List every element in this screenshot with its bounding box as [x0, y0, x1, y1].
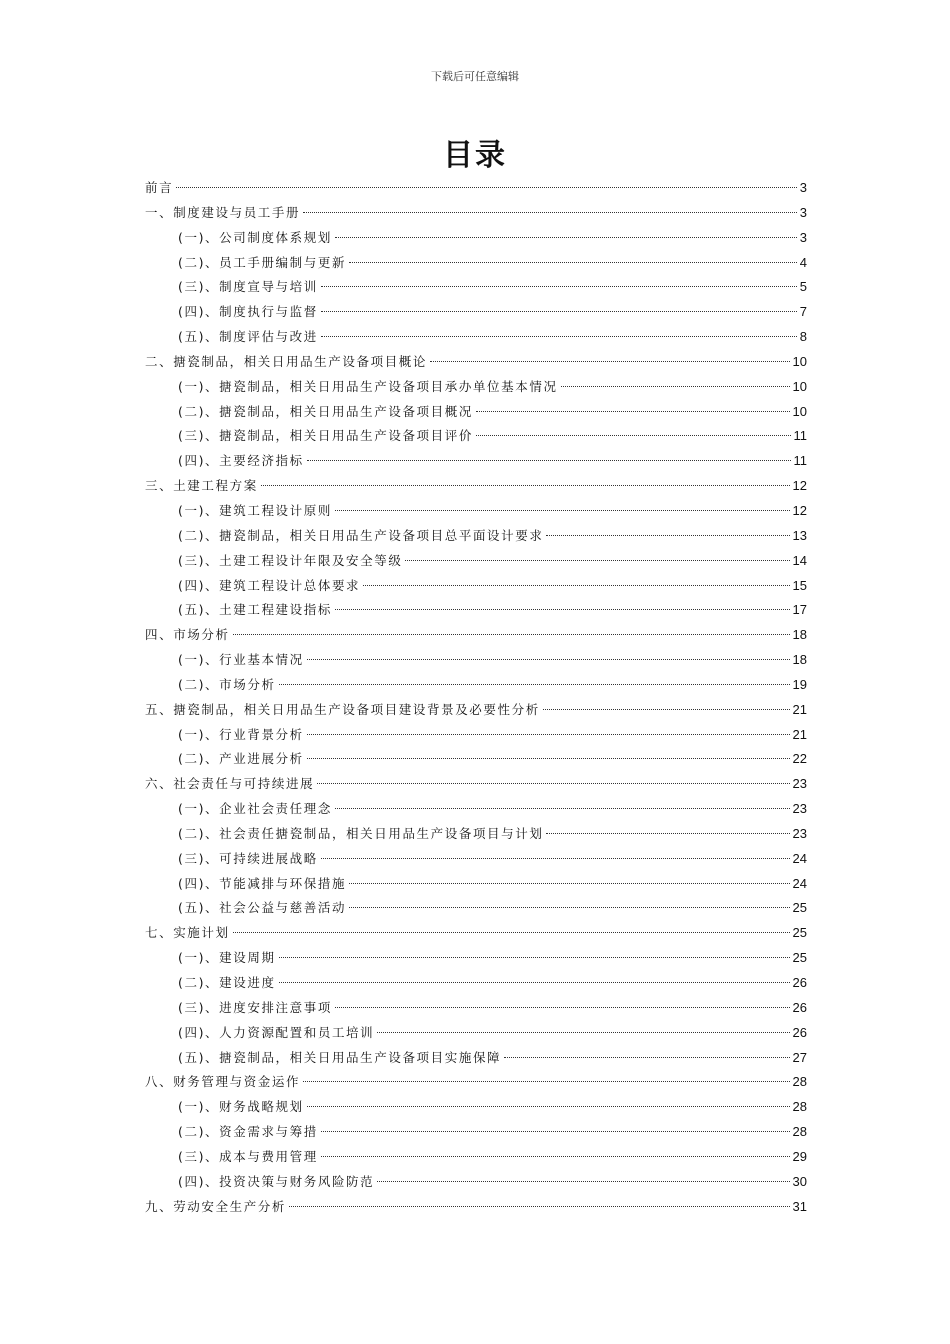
toc-entry-label: 七、实施计划: [145, 925, 230, 941]
toc-entry-page: 8: [799, 329, 807, 345]
toc-entry-page: 26: [792, 999, 807, 1015]
toc-entry-page: 21: [792, 701, 807, 717]
toc-entry[interactable]: [145, 300, 807, 325]
toc-entry[interactable]: [145, 1170, 807, 1195]
toc-dot-leader: [546, 833, 789, 834]
toc-entry-page: 22: [792, 751, 807, 767]
toc-dot-leader: [349, 907, 789, 908]
toc-dot-leader: [321, 311, 797, 312]
toc-entry-page: 10: [792, 403, 807, 419]
toc-entry[interactable]: [145, 1021, 807, 1046]
toc-dot-leader: [321, 336, 797, 337]
toc-entry-page: 7: [799, 304, 807, 320]
toc-entry[interactable]: [145, 524, 807, 549]
toc-entry[interactable]: [145, 996, 807, 1021]
toc-entry[interactable]: [145, 251, 807, 276]
toc-entry-page: 10: [792, 378, 807, 394]
toc-dot-leader: [233, 634, 790, 635]
toc-entry-page: 23: [792, 801, 807, 817]
toc-entry[interactable]: [145, 673, 807, 698]
toc-entry-page: 14: [792, 552, 807, 568]
toc-entry[interactable]: [145, 474, 807, 499]
toc-entry-page: 21: [792, 726, 807, 742]
toc-entry-page: 11: [793, 453, 807, 469]
toc-entry[interactable]: [145, 424, 807, 449]
toc-entry-page: 18: [792, 627, 807, 643]
toc-dot-leader: [430, 361, 790, 362]
toc-entry[interactable]: [145, 772, 807, 797]
toc-entry-label: (一)、建设周期: [178, 950, 276, 966]
toc-entry[interactable]: [145, 698, 807, 723]
toc-entry-label: 五、搪瓷制品，相关日用品生产设备项目建设背景及必要性分析: [145, 701, 540, 717]
toc-dot-leader: [377, 1181, 789, 1182]
toc-entry-label: (二)、员工手册编制与更新: [178, 254, 347, 270]
toc-dot-leader: [561, 386, 790, 387]
toc-dot-leader: [321, 858, 790, 859]
toc-entry-label: 前言: [145, 180, 174, 195]
toc-entry-label: (二)、资金需求与筹措: [178, 1124, 318, 1140]
toc-entry-page: 23: [792, 825, 807, 841]
toc-entry-label: (五)、土建工程建设指标: [178, 602, 332, 618]
toc-dot-leader: [349, 262, 797, 263]
toc-dot-leader: [279, 982, 790, 983]
toc-dot-leader: [543, 709, 790, 710]
toc-dot-leader: [303, 1081, 789, 1082]
toc-dot-leader: [476, 435, 791, 436]
toc-entry-label: (一)、行业基本情况: [178, 652, 304, 668]
toc-entry[interactable]: [145, 623, 807, 648]
toc-entry[interactable]: [145, 723, 807, 748]
toc-entry[interactable]: [145, 375, 807, 400]
toc-entry[interactable]: [145, 400, 807, 425]
toc-entry-label: (一)、财务战略规划: [178, 1099, 304, 1115]
toc-entry[interactable]: [145, 176, 807, 201]
toc-dot-leader: [335, 510, 790, 511]
toc-dot-leader: [307, 1106, 790, 1107]
toc-entry-label: 六、社会责任与可持续进展: [145, 776, 315, 792]
toc-entry[interactable]: [145, 549, 807, 574]
toc-entry-page: 30: [792, 1173, 807, 1189]
toc-entry-label: (五)、搪瓷制品，相关日用品生产设备项目实施保障: [178, 1049, 502, 1065]
toc-dot-leader: [307, 734, 790, 735]
toc-title: 目录: [443, 138, 507, 173]
toc-entry-page: 12: [792, 478, 807, 494]
toc-entry-label: (四)、人力资源配置和员工培训: [178, 1024, 375, 1040]
toc-entry-page: 26: [792, 1024, 807, 1040]
toc-entry-label: (一)、企业社会责任理念: [178, 801, 332, 817]
toc-dot-leader: [307, 659, 790, 660]
toc-entry-label: (四)、制度执行与监督: [178, 304, 318, 320]
toc-entry-page: 3: [799, 229, 807, 245]
toc-entry[interactable]: [145, 822, 807, 847]
toc-entry-page: 18: [792, 652, 807, 668]
toc-entry-label: (一)、公司制度体系规划: [178, 229, 332, 245]
toc-entry-label: (四)、建筑工程设计总体要求: [178, 577, 361, 593]
toc-entry-page: 10: [792, 353, 807, 369]
toc-entry-page: 28: [792, 1124, 807, 1140]
toc-entry[interactable]: [145, 574, 807, 599]
toc-entry-page: 19: [792, 676, 807, 692]
toc-dot-leader: [377, 1032, 789, 1033]
toc-entry[interactable]: [145, 275, 807, 300]
toc-entry-page: 5: [799, 279, 807, 295]
toc-dot-leader: [261, 485, 790, 486]
toc-entry[interactable]: [145, 325, 807, 350]
toc-entry[interactable]: [145, 499, 807, 524]
toc-entry[interactable]: [145, 847, 807, 872]
toc-entry-page: 4: [799, 254, 807, 270]
toc-entry-label: (三)、进度安排注意事项: [178, 999, 332, 1015]
toc-entry-label: (一)、搪瓷制品，相关日用品生产设备项目承办单位基本情况: [178, 378, 558, 394]
toc-entry[interactable]: [145, 648, 807, 673]
toc-entry[interactable]: [145, 1120, 807, 1145]
toc-entry-label: (二)、搪瓷制品，相关日用品生产设备项目总平面设计要求: [178, 527, 544, 543]
toc-entry-label: (五)、社会公益与慈善活动: [178, 900, 347, 916]
toc-dot-leader: [307, 460, 791, 461]
toc-entry-label: 一、制度建设与员工手册: [145, 204, 301, 220]
toc-entry-page: 23: [792, 776, 807, 792]
toc-dot-leader: [233, 932, 790, 933]
toc-entry-page: 25: [792, 900, 807, 916]
toc-entry-label: (一)、建筑工程设计原则: [178, 502, 332, 518]
toc-dot-leader: [321, 1156, 790, 1157]
toc-dot-leader: [405, 560, 789, 561]
toc-entry-label: 三、土建工程方案: [145, 478, 258, 494]
toc-entry-label: (一)、行业背景分析: [178, 726, 304, 742]
toc-entry-label: (三)、土建工程设计年限及安全等级: [178, 552, 403, 568]
toc-entry-page: 27: [792, 1049, 807, 1065]
toc-dot-leader: [176, 187, 797, 188]
header-note: 下载后可任意编辑: [431, 70, 519, 83]
toc-entry-page: 25: [792, 950, 807, 966]
toc-entry-page: 28: [792, 1074, 807, 1090]
toc-entry[interactable]: [145, 921, 807, 946]
toc-entry-page: 3: [799, 180, 807, 195]
toc-entry[interactable]: [145, 896, 807, 921]
toc-entry-label: (二)、市场分析: [178, 676, 276, 692]
toc-dot-leader: [546, 535, 789, 536]
toc-entry-label: (二)、社会责任搪瓷制品，相关日用品生产设备项目与计划: [178, 825, 544, 841]
toc-entry[interactable]: [145, 747, 807, 772]
toc-entry-page: 24: [792, 875, 807, 891]
toc-dot-leader: [289, 1206, 790, 1207]
toc-entry-label: (四)、主要经济指标: [178, 453, 304, 469]
toc-entry-page: 17: [792, 602, 807, 618]
toc-entry-label: (三)、可持续进展战略: [178, 850, 318, 866]
toc-dot-leader: [321, 1131, 790, 1132]
toc-dot-leader: [307, 758, 790, 759]
toc-entry[interactable]: [145, 872, 807, 897]
toc-entry-label: (五)、制度评估与改进: [178, 329, 318, 345]
toc-entry-label: (二)、建设进度: [178, 975, 276, 990]
toc-entry-page: 25: [792, 925, 807, 941]
toc-entry-label: (二)、产业进展分析: [178, 751, 304, 767]
toc-entry-label: (四)、投资决策与财务风险防范: [178, 1173, 375, 1189]
toc-entry-page: 15: [792, 577, 807, 593]
toc-entry-label: (三)、搪瓷制品，相关日用品生产设备项目评价: [178, 428, 473, 444]
toc-entry[interactable]: [145, 1145, 807, 1170]
toc-entry-label: 八、财务管理与资金运作: [145, 1074, 301, 1090]
toc-entry[interactable]: [145, 797, 807, 822]
toc-dot-leader: [321, 286, 797, 287]
toc-dot-leader: [303, 212, 797, 213]
toc-entry-page: 11: [793, 428, 807, 444]
toc-dot-leader: [335, 609, 790, 610]
toc-entry[interactable]: [145, 201, 807, 226]
toc-entry[interactable]: [145, 350, 807, 375]
toc-dot-leader: [363, 585, 789, 586]
toc-entry-page: 29: [792, 1148, 807, 1164]
toc-entry-label: (三)、成本与费用管理: [178, 1148, 318, 1164]
toc-entry-page: 28: [792, 1099, 807, 1115]
toc-entry-page: 12: [792, 502, 807, 518]
toc-entry-label: (四)、节能减排与环保措施: [178, 875, 347, 891]
toc-dot-leader: [349, 883, 789, 884]
toc-entry-page: 31: [792, 1198, 807, 1214]
toc-entry[interactable]: [145, 946, 807, 971]
toc-entry-label: (二)、搪瓷制品，相关日用品生产设备项目概况: [178, 403, 473, 419]
toc-entry[interactable]: [145, 1195, 807, 1220]
toc-dot-leader: [335, 808, 790, 809]
toc-entry-page: 26: [792, 975, 807, 990]
toc-dot-leader: [335, 1007, 790, 1008]
toc-entry[interactable]: [145, 1070, 807, 1095]
table-of-contents: [145, 176, 807, 1219]
toc-dot-leader: [279, 684, 790, 685]
toc-entry[interactable]: [145, 1095, 807, 1120]
toc-entry-page: 3: [799, 204, 807, 220]
toc-entry[interactable]: [145, 971, 807, 996]
toc-entry[interactable]: [145, 1046, 807, 1071]
toc-entry-label: 四、市场分析: [145, 627, 230, 643]
toc-dot-leader: [476, 411, 790, 412]
toc-entry-label: (三)、制度宣导与培训: [178, 279, 318, 295]
toc-dot-leader: [279, 957, 790, 958]
toc-entry-page: 13: [792, 527, 807, 543]
toc-entry[interactable]: [145, 226, 807, 251]
toc-entry-label: 二、搪瓷制品，相关日用品生产设备项目概论: [145, 353, 428, 369]
toc-entry[interactable]: [145, 449, 807, 474]
toc-dot-leader: [504, 1057, 789, 1058]
toc-dot-leader: [317, 783, 789, 784]
toc-entry-page: 24: [792, 850, 807, 866]
toc-dot-leader: [335, 237, 797, 238]
toc-entry[interactable]: [145, 598, 807, 623]
toc-entry-label: 九、劳动安全生产分析: [145, 1198, 287, 1214]
